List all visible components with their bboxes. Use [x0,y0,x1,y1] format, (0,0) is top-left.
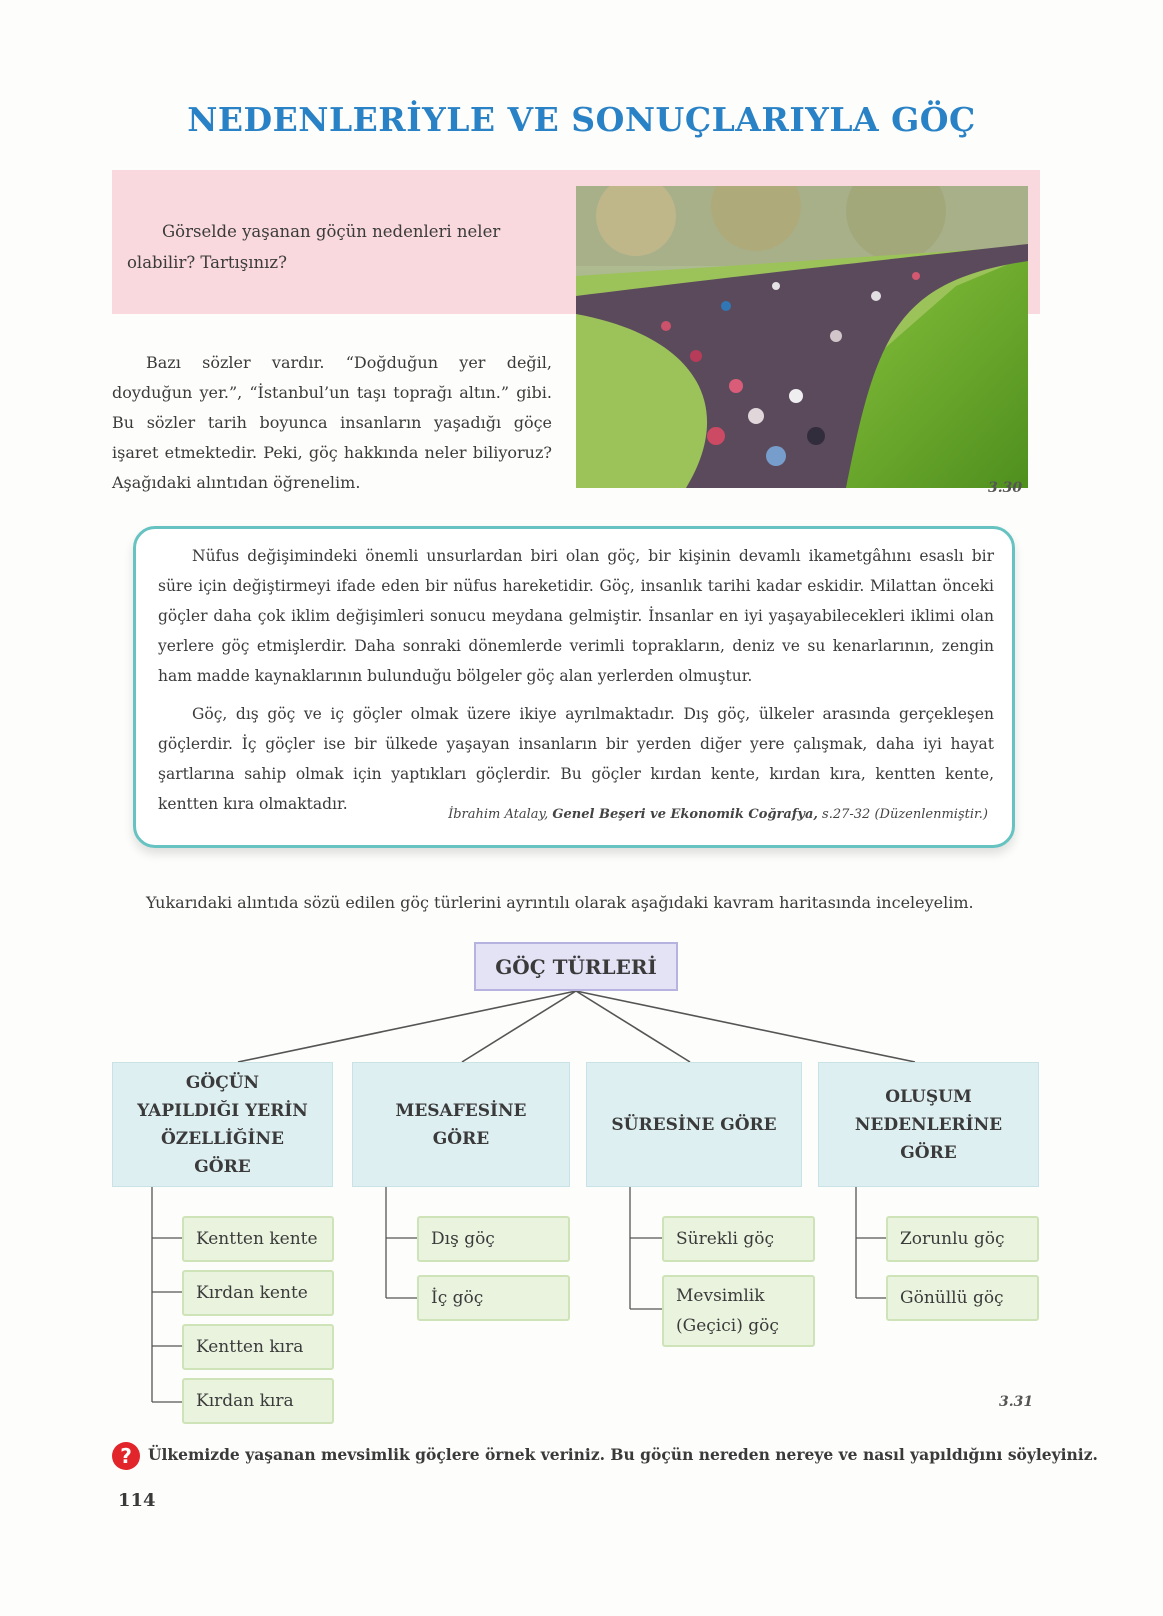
leaf-gonullu-goc: Gönüllü göç [886,1275,1039,1321]
question-text: Ülkemizde yaşanan mevsimlik göçlere örnek veriniz. Bu göçün nereden nereye ve nasıl yapıldığını söyleyiniz. [148,1445,1098,1464]
concept-map-intro: Yukarıdaki alıntıda sözü edilen göç türlerini ayrıntılı olarak aşağıdaki kavram haritasında inceleyelim. [146,893,974,912]
photo-figure-number: 3.30 [988,480,1023,496]
concept-map-root: GÖÇ TÜRLERİ [474,942,678,991]
leaf-mevsimlik-goc: Mevsimlik (Geçici) göç [662,1275,815,1347]
page-title: NEDENLERİYLE VE SONUÇLARIYLA GÖÇ [187,100,976,139]
citation-pages: s.27-32 (Düzenlenmiştir.) [822,807,988,822]
category-cause: OLUŞUM NEDENLERİNE GÖRE [818,1062,1039,1187]
quote-paragraph-2: Göç, dış göç ve iç göçler olmak üzere ikiye ayrılmaktadır. Dış göç, ülkeler arasında gerçekleşen göçlerdir. İç göçler ise bir ülkede yaşayan insanların bir yerden diğer yere çalışmak, daha iyi hayat şartlarına sahip olmak için yaptıkları göçlerdir. Bu göçler kırdan kente, kırdan kıra, kentten kente, kentten kıra olmaktadır. [158,705,994,813]
leaf-kirdan-kira: Kırdan kıra [182,1378,334,1424]
leaf-surekli-goc: Sürekli göç [662,1216,815,1262]
map-figure-number: 3.31 [999,1394,1034,1410]
leaf-dis-goc: Dış göç [417,1216,570,1262]
leaf-ic-goc: İç göç [417,1275,570,1321]
discussion-prompt-text: Görselde yaşanan göçün nedenleri neler olabilir? Tartışınız? [127,222,501,272]
citation-author: İbrahim Atalay, [448,807,549,822]
intro-paragraph: Bazı sözler vardır. “Doğduğun yer değil, doyduğun yer.”, “İstanbul’un taşı toprağı altın.” gibi. Bu sözler tarih boyunca insanların yaşadığı göçe işaret etmektedir. Peki, göç hakkında neler biliyoruz? Aşağıdaki alıntıdan öğrenelim. [112,353,552,492]
category-location: GÖÇÜN YAPILDIĞI YERİN ÖZELLİĞİNE GÖRE [112,1062,333,1187]
leaf-kentten-kente: Kentten kente [182,1216,334,1262]
leaf-zorunlu-goc: Zorunlu göç [886,1216,1039,1262]
page-number: 114 [118,1490,156,1511]
leaf-kirdan-kente: Kırdan kente [182,1270,334,1316]
question-mark-icon: ? [112,1442,140,1470]
citation-book: Genel Beşeri ve Ekonomik Coğrafya, [552,807,818,822]
quote-paragraph-1: Nüfus değişimindeki önemli unsurlardan biri olan göç, bir kişinin devamlı ikametgâhını esaslı bir süre için değiştirmeyi ifade eden bir nüfus hareketidir. Göç, insanlık tarihi kadar eskidir. Milattan önceki göçler daha çok iklim değişimleri sonucu meydana gelmiştir. İnsanlar en iyi yaşayabilecekleri iklimi olan yerlere göç etmişlerdir. Daha sonraki dönemlerde verimli toprakların, deniz ve su kenarlarının, zengin ham madde kaynaklarının bulunduğu bölgeler göç alan yerlerden olmuştur. [158,547,994,685]
category-distance: MESAFESİNE GÖRE [352,1062,570,1187]
category-duration: SÜRESİNE GÖRE [586,1062,802,1187]
leaf-kentten-kira: Kentten kıra [182,1324,334,1370]
